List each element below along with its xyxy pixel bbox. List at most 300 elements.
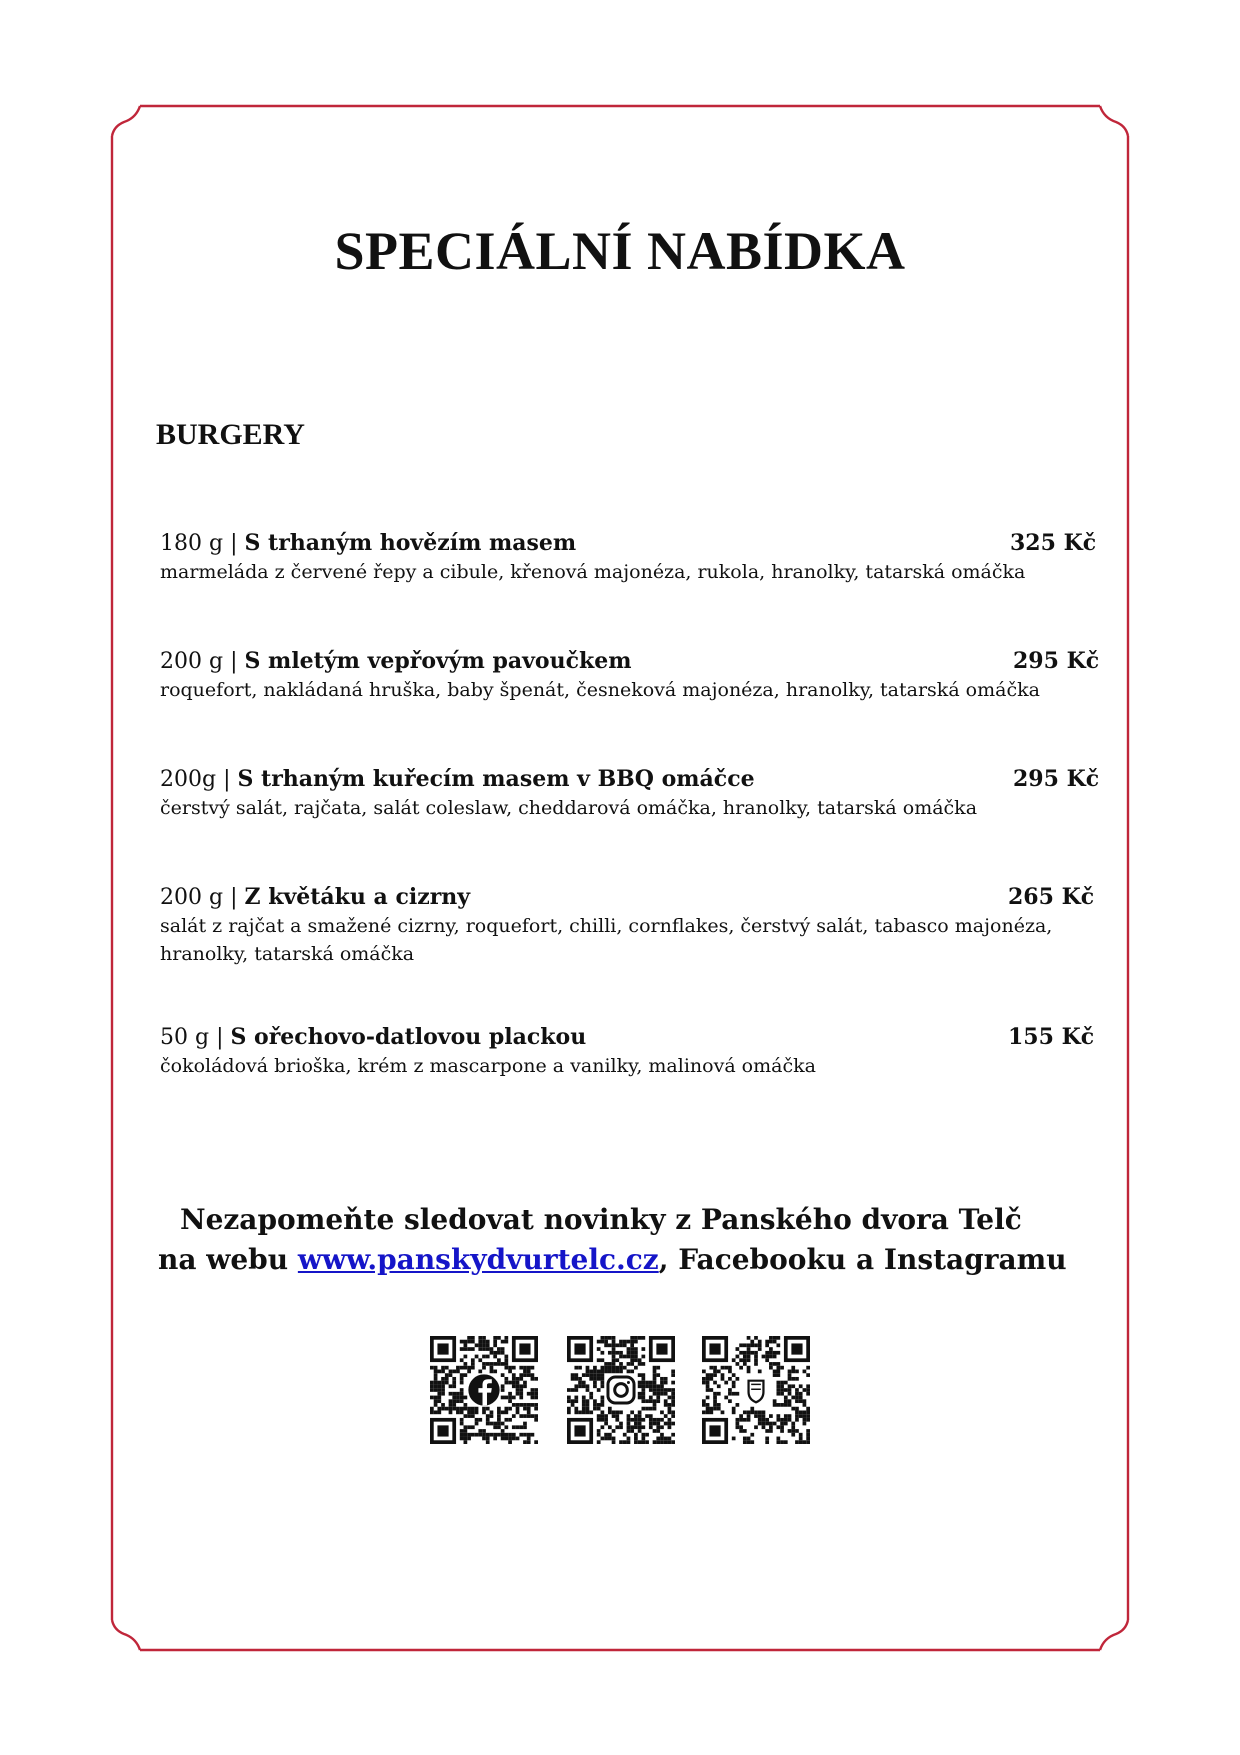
qr-module	[615, 1418, 619, 1422]
qr-module	[750, 1343, 754, 1347]
qr-module	[523, 1414, 527, 1418]
qr-module	[449, 1407, 453, 1411]
qr-module	[482, 1407, 486, 1411]
qr-module	[501, 1340, 505, 1344]
qr-module	[597, 1347, 601, 1351]
qr-module	[799, 1384, 803, 1388]
qr-module	[776, 1336, 780, 1340]
qr-module	[471, 1362, 475, 1366]
qr-module	[508, 1399, 512, 1403]
item-separator: |	[223, 767, 231, 792]
footer-line-2	[158, 1240, 1088, 1280]
qr-module	[638, 1440, 642, 1444]
qr-module	[717, 1384, 721, 1388]
qr-module	[612, 1370, 616, 1374]
qr-module	[660, 1388, 664, 1392]
qr-module	[795, 1370, 799, 1374]
qr-module	[475, 1407, 479, 1411]
qr-module	[497, 1407, 501, 1411]
qr-module	[627, 1440, 631, 1444]
qr-module	[634, 1358, 638, 1362]
qr-module	[656, 1373, 660, 1377]
qr-module	[758, 1340, 762, 1344]
qr-module	[460, 1388, 464, 1392]
qr-module	[743, 1429, 747, 1433]
qr-module	[493, 1425, 497, 1429]
qr-module	[776, 1392, 780, 1396]
qr-module	[571, 1399, 575, 1403]
qr-module	[604, 1418, 608, 1422]
qr-module	[504, 1358, 508, 1362]
qr-module	[743, 1362, 747, 1366]
qr-module	[702, 1370, 706, 1374]
qr-module	[464, 1407, 468, 1411]
qr-module	[471, 1433, 475, 1437]
qr-module	[803, 1388, 807, 1392]
qr-finder-pattern	[791, 1343, 802, 1354]
qr-module	[638, 1384, 642, 1388]
qr-module	[460, 1381, 464, 1385]
qr-module	[806, 1388, 810, 1392]
qr-module	[460, 1410, 464, 1414]
qr-module	[747, 1351, 751, 1355]
qr-module	[615, 1343, 619, 1347]
qr-module	[721, 1366, 725, 1370]
qr-module	[582, 1407, 586, 1411]
qr-module	[493, 1351, 497, 1355]
qr-module	[747, 1437, 751, 1441]
qr-module	[464, 1429, 468, 1433]
qr-module	[713, 1399, 717, 1403]
qr-module	[501, 1433, 505, 1437]
qr-module	[612, 1410, 616, 1414]
qr-module	[501, 1396, 505, 1400]
qr-module	[649, 1418, 653, 1422]
qr-module	[649, 1425, 653, 1429]
qr-module	[593, 1407, 597, 1411]
qr-module	[456, 1399, 460, 1403]
item-description: marmeláda z červené řepy a cibule, křenová majonéza, rukola, hranolky, tatarská omáčka	[160, 561, 1026, 583]
qr-module	[486, 1343, 490, 1347]
qr-module	[706, 1381, 710, 1385]
qr-module	[803, 1414, 807, 1418]
qr-module	[512, 1425, 516, 1429]
qr-module	[593, 1399, 597, 1403]
qr-module	[464, 1437, 468, 1441]
qr-module	[713, 1396, 717, 1400]
qr-module	[441, 1384, 445, 1388]
qr-module	[597, 1407, 601, 1411]
qr-module	[627, 1429, 631, 1433]
qr-module	[780, 1366, 784, 1370]
qr-finder-pattern	[437, 1425, 448, 1436]
qr-module	[460, 1429, 464, 1433]
qr-module	[739, 1351, 743, 1355]
qr-module	[508, 1396, 512, 1400]
qr-module	[638, 1392, 642, 1396]
qr-module	[660, 1440, 664, 1444]
qr-module	[776, 1362, 780, 1366]
qr-code-facebook[interactable]	[430, 1336, 538, 1444]
qr-module	[619, 1340, 623, 1344]
qr-module	[702, 1410, 706, 1414]
qr-module	[534, 1377, 538, 1381]
qr-module	[645, 1381, 649, 1385]
qr-module	[464, 1343, 468, 1347]
qr-module	[769, 1355, 773, 1359]
qr-module	[806, 1437, 810, 1441]
qr-module	[776, 1370, 780, 1374]
qr-module	[519, 1403, 523, 1407]
qr-module	[504, 1355, 508, 1359]
qr-module	[464, 1440, 468, 1444]
qr-module	[512, 1396, 516, 1400]
qr-module	[627, 1351, 631, 1355]
qr-module	[601, 1373, 605, 1377]
qr-module	[508, 1437, 512, 1441]
qr-module	[649, 1381, 653, 1385]
qr-module	[627, 1370, 631, 1374]
qr-module	[601, 1414, 605, 1418]
qr-module	[593, 1403, 597, 1407]
qr-module	[630, 1370, 634, 1374]
qr-module	[788, 1373, 792, 1377]
qr-module	[799, 1437, 803, 1441]
qr-module	[799, 1396, 803, 1400]
qr-module	[608, 1433, 612, 1437]
qr-module	[601, 1351, 605, 1355]
qr-module	[721, 1377, 725, 1381]
qr-module	[747, 1366, 751, 1370]
qr-module	[452, 1392, 456, 1396]
qr-module	[776, 1384, 780, 1388]
qr-module	[493, 1433, 497, 1437]
qr-module	[608, 1351, 612, 1355]
qr-module	[773, 1355, 777, 1359]
qr-module	[758, 1347, 762, 1351]
qr-module	[464, 1347, 468, 1351]
qr-module	[504, 1437, 508, 1441]
qr-module	[441, 1403, 445, 1407]
qr-module	[567, 1410, 571, 1414]
qr-module	[434, 1403, 438, 1407]
menu-item	[160, 764, 1100, 822]
qr-module	[601, 1366, 605, 1370]
qr-module	[668, 1437, 672, 1441]
qr-module	[478, 1340, 482, 1344]
qr-module	[702, 1377, 706, 1381]
qr-module	[788, 1370, 792, 1374]
qr-module	[634, 1437, 638, 1441]
qr-module	[574, 1377, 578, 1381]
qr-module	[434, 1388, 438, 1392]
qr-module	[497, 1418, 501, 1422]
qr-module	[747, 1440, 751, 1444]
qr-module	[612, 1440, 616, 1444]
qr-module	[780, 1440, 784, 1444]
website-link[interactable]: www.panskydvurtelc.cz	[297, 1243, 659, 1276]
qr-module	[615, 1366, 619, 1370]
qr-module	[574, 1373, 578, 1377]
qr-module	[706, 1407, 710, 1411]
qr-module	[619, 1422, 623, 1426]
qr-module	[527, 1414, 531, 1418]
qr-module	[504, 1336, 508, 1340]
qr-module	[784, 1388, 788, 1392]
qr-module	[531, 1433, 535, 1437]
qr-module	[471, 1358, 475, 1362]
qr-module	[656, 1425, 660, 1429]
qr-module	[630, 1410, 634, 1414]
qr-module	[608, 1366, 612, 1370]
qr-module	[519, 1373, 523, 1377]
qr-module	[534, 1407, 538, 1411]
qr-module	[504, 1407, 508, 1411]
qr-module	[765, 1351, 769, 1355]
qr-module	[567, 1399, 571, 1403]
qr-module	[630, 1362, 634, 1366]
qr-module	[467, 1340, 471, 1344]
qr-module	[608, 1425, 612, 1429]
qr-module	[619, 1343, 623, 1347]
qr-module	[612, 1343, 616, 1347]
qr-module	[765, 1429, 769, 1433]
item-weight: 180 g	[160, 531, 224, 556]
qr-module	[504, 1381, 508, 1385]
qr-module	[765, 1422, 769, 1426]
qr-module	[743, 1358, 747, 1362]
qr-module	[516, 1403, 520, 1407]
qr-module	[597, 1433, 601, 1437]
qr-module	[630, 1358, 634, 1362]
qr-module	[490, 1351, 494, 1355]
qr-module	[449, 1410, 453, 1414]
qr-module	[671, 1396, 675, 1400]
footer-note	[158, 1200, 1088, 1280]
qr-module	[750, 1407, 754, 1411]
qr-module	[747, 1418, 751, 1422]
qr-module	[619, 1366, 623, 1370]
footer-prefix: na webu	[158, 1243, 298, 1276]
qr-module	[516, 1407, 520, 1411]
qr-module	[493, 1437, 497, 1441]
qr-module	[516, 1377, 520, 1381]
qr-module	[449, 1399, 453, 1403]
qr-module	[630, 1340, 634, 1344]
qr-code-row	[430, 1336, 815, 1448]
qr-module	[501, 1422, 505, 1426]
qr-module	[656, 1422, 660, 1426]
qr-module	[430, 1388, 434, 1392]
qr-module	[586, 1410, 590, 1414]
qr-module	[671, 1410, 675, 1414]
qr-module	[441, 1392, 445, 1396]
qr-module	[508, 1418, 512, 1422]
qr-code-instagram[interactable]	[567, 1336, 675, 1444]
qr-module	[784, 1440, 788, 1444]
qr-module	[604, 1414, 608, 1418]
qr-module	[769, 1425, 773, 1429]
qr-module	[452, 1384, 456, 1388]
qr-module	[656, 1366, 660, 1370]
qr-module	[478, 1418, 482, 1422]
qr-module	[593, 1381, 597, 1385]
qr-module	[460, 1422, 464, 1426]
qr-module	[799, 1410, 803, 1414]
qr-module	[799, 1399, 803, 1403]
qr-module	[706, 1396, 710, 1400]
qr-module	[449, 1392, 453, 1396]
qr-module	[508, 1407, 512, 1411]
qr-module	[776, 1373, 780, 1377]
qr-module	[516, 1381, 520, 1385]
qr-module	[671, 1373, 675, 1377]
qr-module	[664, 1414, 668, 1418]
qr-module	[653, 1373, 657, 1377]
qr-module	[660, 1437, 664, 1441]
qr-module	[773, 1370, 777, 1374]
qr-module	[578, 1384, 582, 1388]
qr-module	[754, 1343, 758, 1347]
qr-module	[582, 1396, 586, 1400]
qr-module	[519, 1384, 523, 1388]
qr-module	[641, 1373, 645, 1377]
qr-module	[623, 1433, 627, 1437]
qr-module	[601, 1410, 605, 1414]
qr-module	[653, 1384, 657, 1388]
qr-module	[593, 1370, 597, 1374]
qr-module	[788, 1392, 792, 1396]
qr-module	[437, 1407, 441, 1411]
qr-module	[776, 1351, 780, 1355]
qr-module	[434, 1410, 438, 1414]
qr-module	[627, 1355, 631, 1359]
qr-module	[516, 1392, 520, 1396]
qr-module	[523, 1422, 527, 1426]
menu-item	[160, 528, 1100, 586]
qr-module	[788, 1414, 792, 1418]
qr-module	[709, 1377, 713, 1381]
qr-module	[656, 1384, 660, 1388]
qr-module	[604, 1437, 608, 1441]
qr-module	[754, 1425, 758, 1429]
qr-module	[660, 1410, 664, 1414]
qr-module	[668, 1440, 672, 1444]
qr-module	[456, 1370, 460, 1374]
qr-module	[732, 1373, 736, 1377]
qr-module	[434, 1384, 438, 1388]
qr-module	[493, 1422, 497, 1426]
qr-module	[706, 1388, 710, 1392]
qr-module	[475, 1410, 479, 1414]
qr-module	[534, 1396, 538, 1400]
qr-module	[523, 1433, 527, 1437]
qr-module	[504, 1418, 508, 1422]
qr-module	[630, 1429, 634, 1433]
qr-module	[806, 1407, 810, 1411]
qr-module	[608, 1336, 612, 1340]
qr-module	[627, 1425, 631, 1429]
qr-module	[571, 1373, 575, 1377]
qr-module	[523, 1440, 527, 1444]
qr-module	[713, 1370, 717, 1374]
qr-module	[791, 1366, 795, 1370]
qr-module	[434, 1377, 438, 1381]
qr-module	[634, 1347, 638, 1351]
qr-module	[531, 1414, 535, 1418]
qr-module	[497, 1336, 501, 1340]
qr-module	[434, 1366, 438, 1370]
qr-module	[497, 1433, 501, 1437]
qr-module	[806, 1410, 810, 1414]
item-name: Z květáku a cizrny	[244, 884, 471, 910]
item-name: S trhaným kuřecím masem v BBQ omáčce	[237, 766, 755, 792]
qr-module	[638, 1422, 642, 1426]
qr-module	[788, 1418, 792, 1422]
qr-module	[601, 1418, 605, 1422]
qr-module	[501, 1362, 505, 1366]
qr-module	[788, 1377, 792, 1381]
qr-module	[501, 1373, 505, 1377]
qr-module	[567, 1407, 571, 1411]
qr-module	[601, 1358, 605, 1362]
qr-module	[806, 1366, 810, 1370]
qr-module	[534, 1418, 538, 1422]
qr-module	[758, 1422, 762, 1426]
qr-module	[497, 1414, 501, 1418]
qr-module	[641, 1355, 645, 1359]
qr-module	[724, 1381, 728, 1385]
qr-module	[567, 1388, 571, 1392]
qr-module	[430, 1366, 434, 1370]
qr-module	[641, 1425, 645, 1429]
qr-code-logo[interactable]	[702, 1336, 810, 1444]
qr-module	[649, 1399, 653, 1403]
qr-module	[612, 1347, 616, 1351]
qr-module	[780, 1418, 784, 1422]
qr-module	[519, 1414, 523, 1418]
qr-module	[612, 1358, 616, 1362]
qr-module	[776, 1414, 780, 1418]
qr-module	[527, 1370, 531, 1374]
qr-module	[527, 1440, 531, 1444]
qr-module	[664, 1437, 668, 1441]
qr-module	[791, 1425, 795, 1429]
qr-module	[574, 1410, 578, 1414]
qr-module	[612, 1362, 616, 1366]
qr-module	[762, 1425, 766, 1429]
qr-module	[713, 1366, 717, 1370]
qr-module	[638, 1381, 642, 1385]
qr-module	[660, 1425, 664, 1429]
qr-module	[467, 1433, 471, 1437]
qr-module	[788, 1403, 792, 1407]
qr-module	[430, 1407, 434, 1411]
qr-module	[490, 1347, 494, 1351]
qr-module	[769, 1336, 773, 1340]
qr-module	[597, 1377, 601, 1381]
qr-module	[758, 1410, 762, 1414]
qr-module	[649, 1396, 653, 1400]
qr-module	[641, 1437, 645, 1441]
qr-module	[467, 1410, 471, 1414]
qr-module	[571, 1403, 575, 1407]
qr-module	[634, 1340, 638, 1344]
qr-module	[523, 1407, 527, 1411]
qr-module	[482, 1336, 486, 1340]
qr-module	[806, 1440, 810, 1444]
item-name: S ořechovo-datlovou plackou	[230, 1024, 587, 1050]
